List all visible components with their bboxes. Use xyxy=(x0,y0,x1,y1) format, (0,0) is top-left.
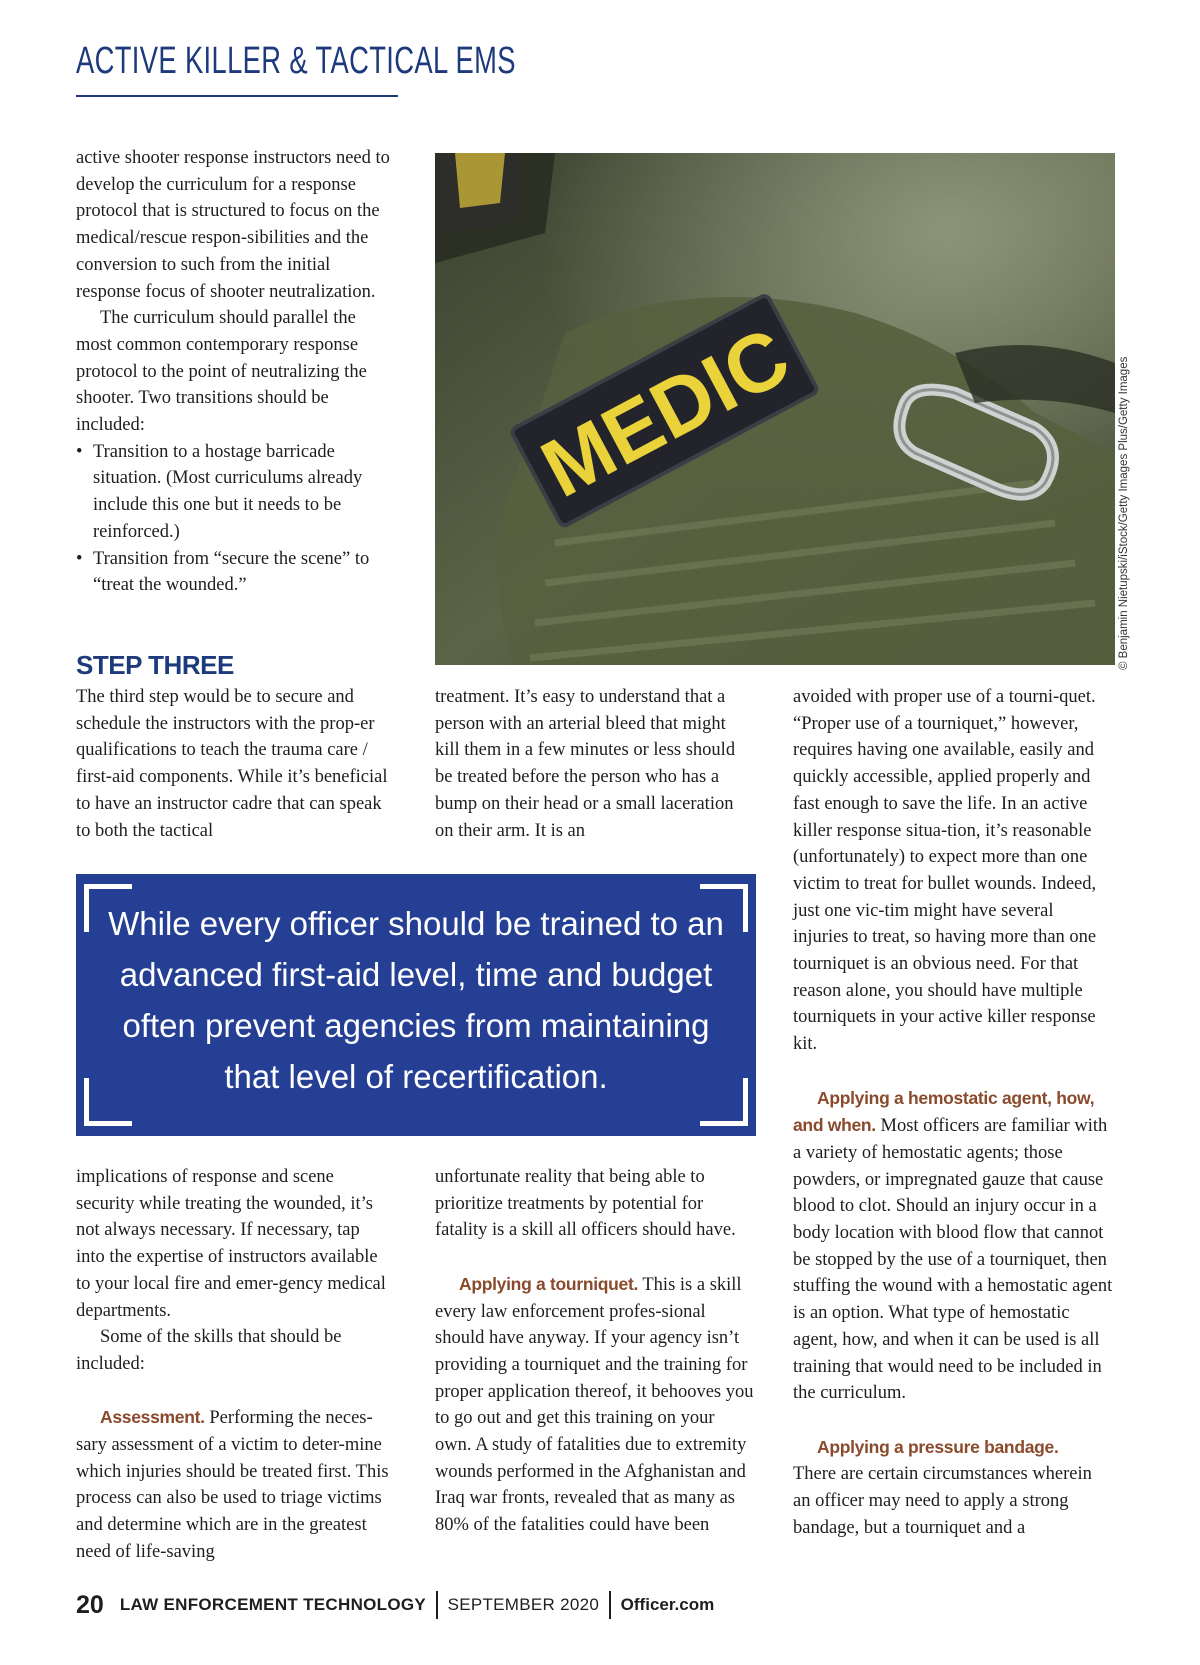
assessment-body: Performing the neces-sary assessment of a victim to deter-mine which injuries should be treated first. This process can also be used to triage victims and determine which are in the greatest need of life-saving xyxy=(76,1408,389,1562)
paragraph: treatment. It’s easy to understand that a person with an arterial bleed that might kill them in a few minutes or less should be treated before the person who has a bump on their head or a small laceration on their arm. It is an xyxy=(435,687,736,841)
column-3 xyxy=(793,684,1113,1541)
magazine-name: LAW ENFORCEMENT TECHNOLOGY xyxy=(119,1595,427,1614)
page-number: 20 xyxy=(76,1590,104,1619)
medic-vest-illustration xyxy=(435,153,1115,665)
tourniquet-body: This is a skill every law enforcement profes-sional should have anyway. If your agency isn’t providing a tourniquet and the training for proper application thereof, it behooves you to go out and get this training on your own. A study of fatalities due to extremity wounds performed in the Afghanistan and Iraq war fronts, revealed that as many as 80% of the fatalities could have been xyxy=(435,1274,754,1536)
paragraph: Some of the skills that should be included: xyxy=(76,1327,342,1374)
paragraph xyxy=(793,1085,1113,1407)
photo-credit: © Benjamin Nietupski/iStock/Getty Images Plus/Getty Images xyxy=(1118,356,1130,670)
bullet-list xyxy=(76,439,392,599)
column-1-bottom xyxy=(76,1164,392,1566)
step-three-heading: STEP THREE xyxy=(76,650,234,680)
section-title: ACTIVE KILLER & TACTICAL EMS xyxy=(76,40,516,82)
page-footer xyxy=(76,1590,714,1620)
subhead-tourniquet: Applying a tourniquet. xyxy=(459,1273,639,1294)
footer-divider xyxy=(609,1591,611,1619)
subhead-assessment: Assessment. xyxy=(100,1407,205,1428)
column-2-bottom xyxy=(435,1164,755,1539)
list-item: • Transition from “secure the scene” to “treat the wounded.” xyxy=(76,546,392,599)
medic-vest-photo xyxy=(435,153,1115,665)
paragraph xyxy=(76,1404,392,1565)
footer-divider xyxy=(436,1591,438,1619)
paragraph: avoided with proper use of a tourni-quet. “Proper use of a tourniquet,” however, requires having one available, easily and quickly accessible, applied properly and fast enough to save the life. In an active killer response situa-tion, it’s reasonable (unfortunately) to expect more than one victim to treat for bullet wounds. Indeed, just one vic-tim might have several injuries to treat, so having more than one tourniquet is an obvious need. For that reason alone, you should have multiple tourniquets in your active killer response kit. xyxy=(793,687,1097,1055)
column-1-step-three xyxy=(76,684,392,844)
paragraph: unfortunate reality that being able to prioritize treatments by potential for fatality is a skill all officers should have. xyxy=(435,1167,736,1241)
paragraph: active shooter response instructors need to develop the curriculum for a response protocol that is structured to focus on the medical/rescue respon-sibilities and the conversion to such from the initial response focus of shooter neutralization. xyxy=(76,148,390,302)
subhead-pressure-bandage: Applying a pressure bandage. xyxy=(817,1436,1059,1457)
paragraph: The third step would be to secure and schedule the instructors with the prop-er qualifications to teach the trauma care / first-aid components. While it’s beneficial to have an instructor cadre that can speak to both the tactical xyxy=(76,687,388,841)
paragraph: implications of response and scene security while treating the wounded, it’s not always necessary. If necessary, tap into the expertise of instructors available to your local fire and emer-gency medical departments. xyxy=(76,1167,386,1321)
column-2-top xyxy=(435,684,755,844)
issue-date: SEPTEMBER 2020 xyxy=(447,1595,600,1614)
list-item: • Transition to a hostage barricade situation. (Most curriculums already include this one but it needs to be reinforced.) xyxy=(76,439,392,546)
paragraph: There are certain circumstances wherein an officer may need to apply a strong bandage, but a tourniquet and a xyxy=(793,1464,1092,1538)
top-patch-lettering xyxy=(455,153,505,208)
paragraph xyxy=(435,1271,755,1539)
subhead-hemostatic: Applying a hemostatic agent, how, and when. xyxy=(793,1087,1095,1136)
paragraph xyxy=(793,1434,1113,1462)
title-rule xyxy=(76,95,398,97)
medic-patch-text: MEDIC xyxy=(527,310,804,516)
paragraph: The curriculum should parallel the most common contemporary response protocol to the point of neutralizing the shooter. Two transitions should be included: xyxy=(76,308,367,436)
pull-quote-text: While every officer should be trained to an advanced first-aid level, time and budget often prevent agencies from maintaining that level of recertification. xyxy=(108,905,724,1095)
hemostatic-body: Most officers are familiar with a variety of hemostatic agents; those powders, or impregnated gauze that cause blood to clot. Should an injury occur in a body location with blood flow that cannot be stopped by the use of a tourniquet, then stuffing the wound with a hemostatic agent is an option. What type of hemostatic agent, how, and when it can be used is all training that would need to be included in the curriculum. xyxy=(793,1116,1113,1404)
column-1-top xyxy=(76,145,392,599)
pull-quote xyxy=(76,874,756,1136)
website-link[interactable]: Officer.com xyxy=(620,1595,715,1614)
